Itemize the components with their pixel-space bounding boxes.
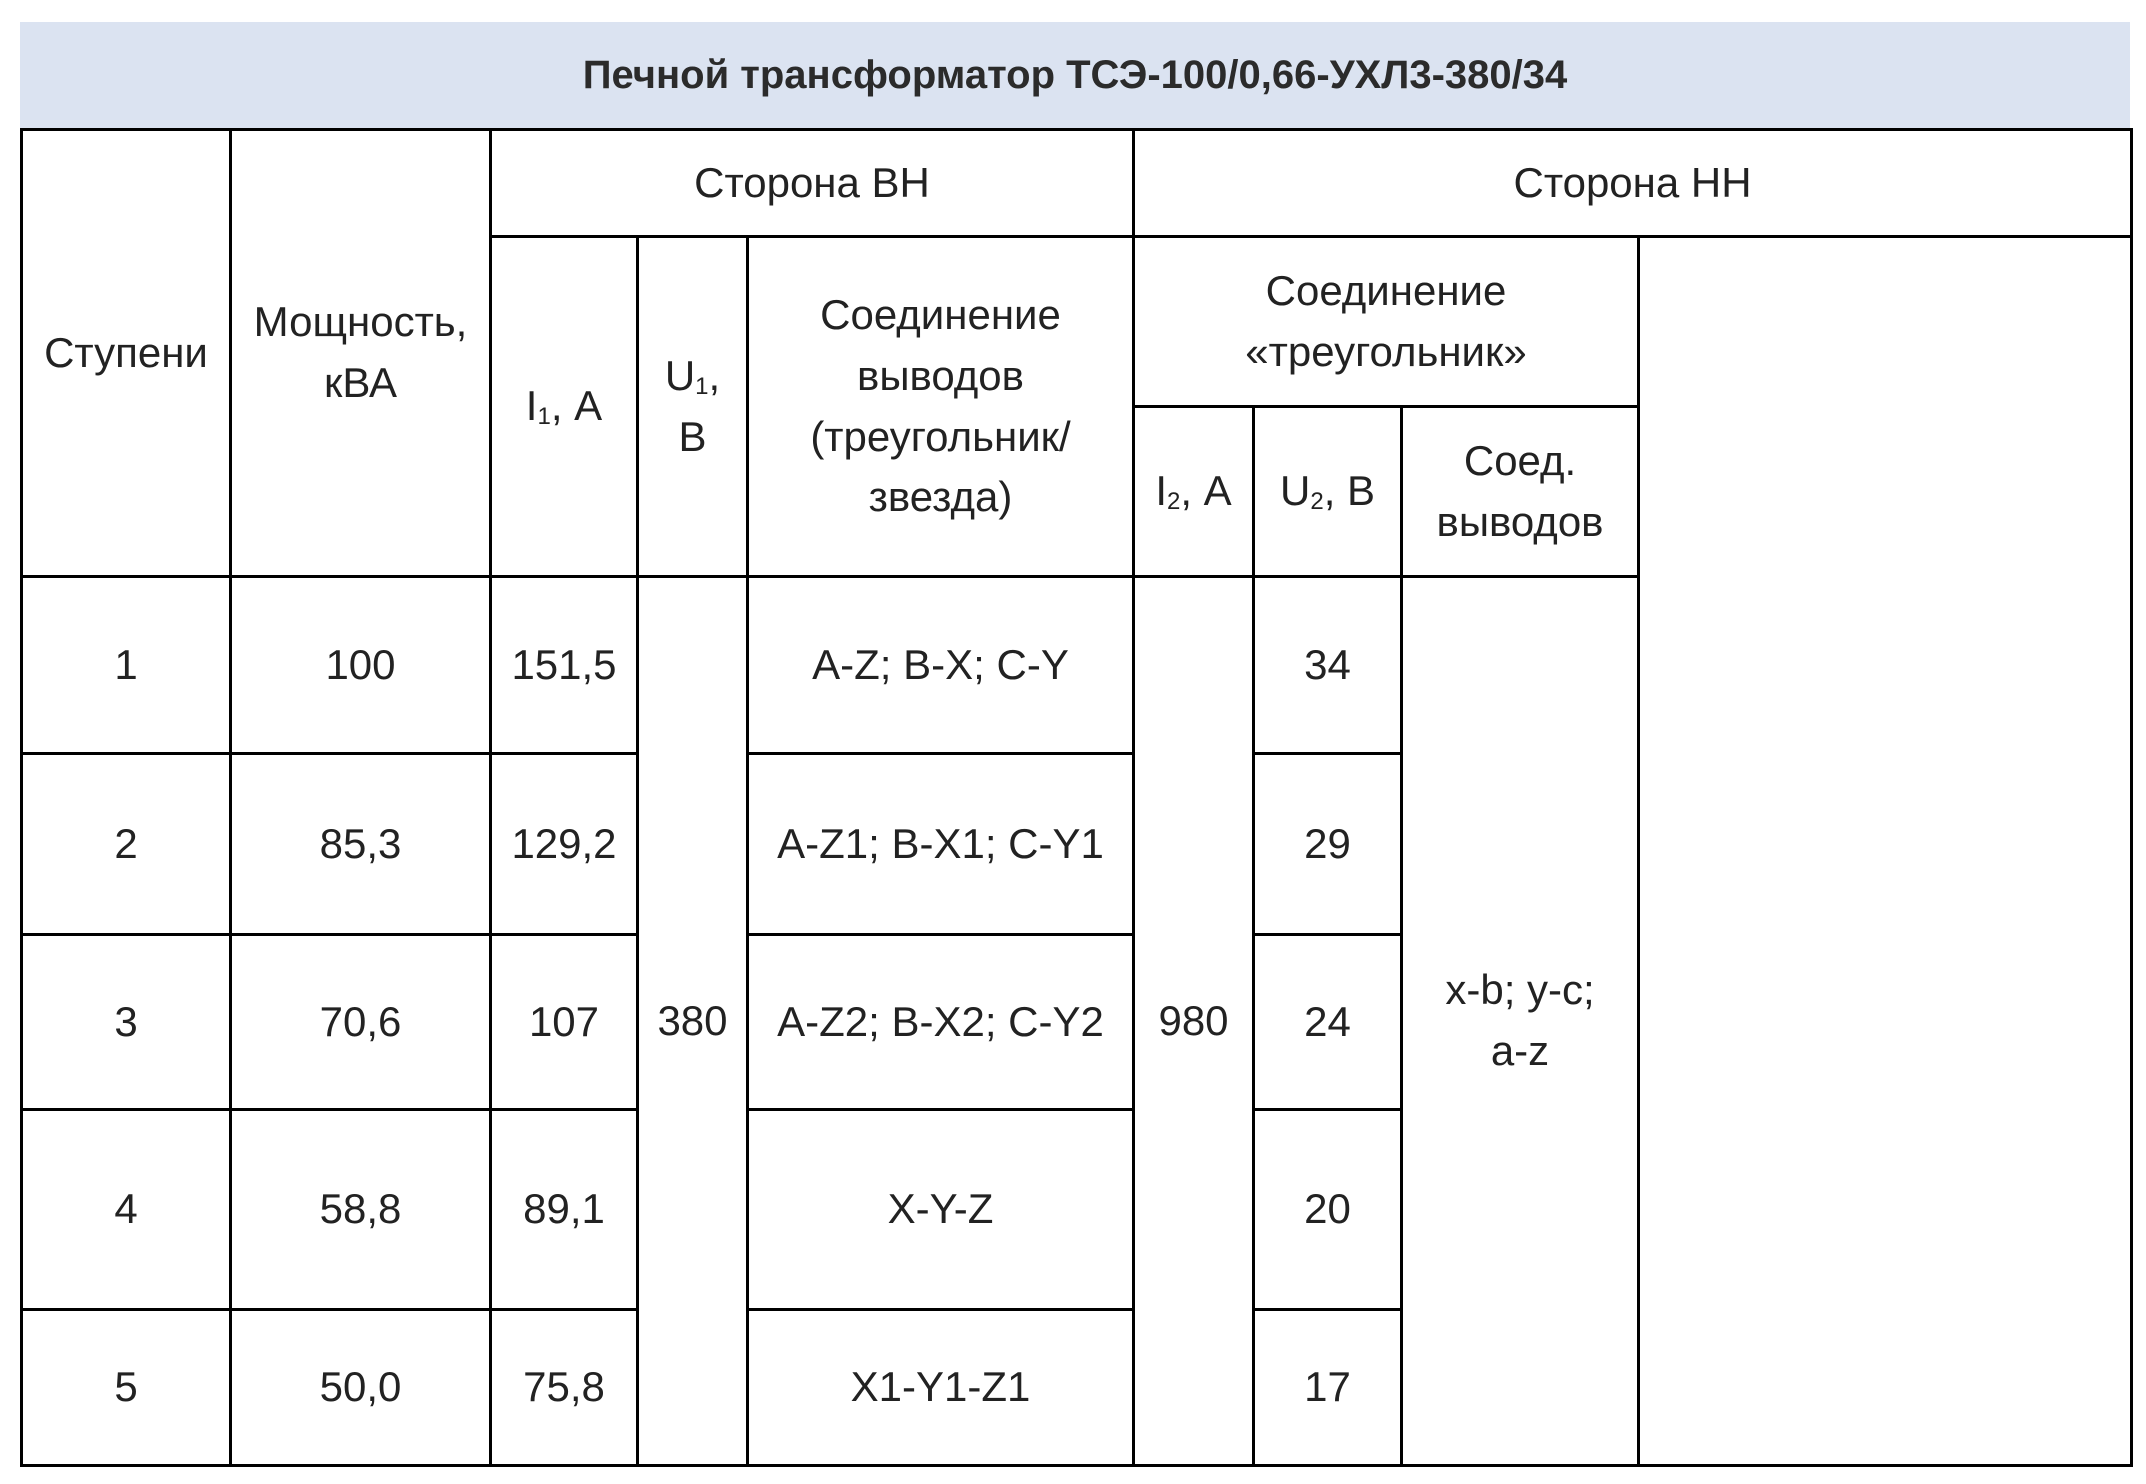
- u1-unit: , В: [678, 351, 721, 460]
- u1-subscript: 1: [695, 372, 709, 400]
- header-lv-connection-group: Соединение «треугольник»: [1134, 237, 1639, 407]
- i2-symbol: I: [1155, 467, 1167, 515]
- header-i1: [491, 237, 638, 577]
- header-side-hv: Сторона ВН: [491, 130, 1134, 237]
- u2-subscript: 2: [1310, 488, 1324, 516]
- cell-step: 3: [22, 935, 231, 1110]
- cell-power: 58,8: [231, 1110, 491, 1310]
- cell-step: 1: [22, 577, 231, 754]
- transformer-spec-table: [20, 128, 2133, 1467]
- i1-subscript: 1: [537, 403, 551, 431]
- header-row-1: [22, 130, 2132, 237]
- table-title: Печной трансформатор ТСЭ-100/0,66-УХЛ3-380/34: [20, 22, 2130, 128]
- header-i2: [1134, 407, 1254, 577]
- u2-unit: , В: [1323, 467, 1376, 515]
- cell-i2-merged: 980: [1134, 577, 1254, 1466]
- header-hv-connection: Соединение выводов (треугольник/ звезда): [748, 237, 1134, 577]
- cell-u2: 17: [1254, 1310, 1402, 1466]
- cell-hv-connection: A-Z1; B-X1; C-Y1: [748, 754, 1134, 935]
- blank-column: [1639, 237, 2132, 1466]
- header-u1: [638, 237, 748, 577]
- cell-power: 85,3: [231, 754, 491, 935]
- header-u2: [1254, 407, 1402, 577]
- cell-lv-connection-merged: x-b; y-c; a-z: [1402, 577, 1639, 1466]
- cell-u1-merged: 380: [638, 577, 748, 1466]
- cell-hv-connection: X-Y-Z: [748, 1110, 1134, 1310]
- cell-u2: 24: [1254, 935, 1402, 1110]
- i1-symbol: I: [525, 382, 538, 430]
- u2-symbol: U: [1279, 467, 1311, 515]
- cell-step: 4: [22, 1110, 231, 1310]
- cell-i1: 129,2: [491, 754, 638, 935]
- header-steps: Ступени: [22, 130, 231, 577]
- cell-hv-connection: A-Z; B-X; C-Y: [748, 577, 1134, 754]
- cell-u2: 20: [1254, 1110, 1402, 1310]
- i2-subscript: 2: [1166, 488, 1181, 516]
- cell-power: 50,0: [231, 1310, 491, 1466]
- cell-power: 70,6: [231, 935, 491, 1110]
- cell-u2: 34: [1254, 577, 1402, 754]
- cell-u2: 29: [1254, 754, 1402, 935]
- cell-step: 5: [22, 1310, 231, 1466]
- header-side-lv: Сторона НН: [1134, 130, 2132, 237]
- cell-i1: 107: [491, 935, 638, 1110]
- i2-unit: , А: [1180, 467, 1232, 515]
- i1-unit: , А: [550, 382, 603, 430]
- u1-symbol: U: [664, 351, 696, 399]
- cell-hv-connection: X1-Y1-Z1: [748, 1310, 1134, 1466]
- cell-step: 2: [22, 754, 231, 935]
- header-power: Мощность, кВА: [231, 130, 491, 577]
- header-lv-terminals: Соед. выводов: [1402, 407, 1639, 577]
- cell-i1: 151,5: [491, 577, 638, 754]
- cell-hv-connection: A-Z2; B-X2; C-Y2: [748, 935, 1134, 1110]
- cell-i1: 89,1: [491, 1110, 638, 1310]
- cell-i1: 75,8: [491, 1310, 638, 1466]
- cell-power: 100: [231, 577, 491, 754]
